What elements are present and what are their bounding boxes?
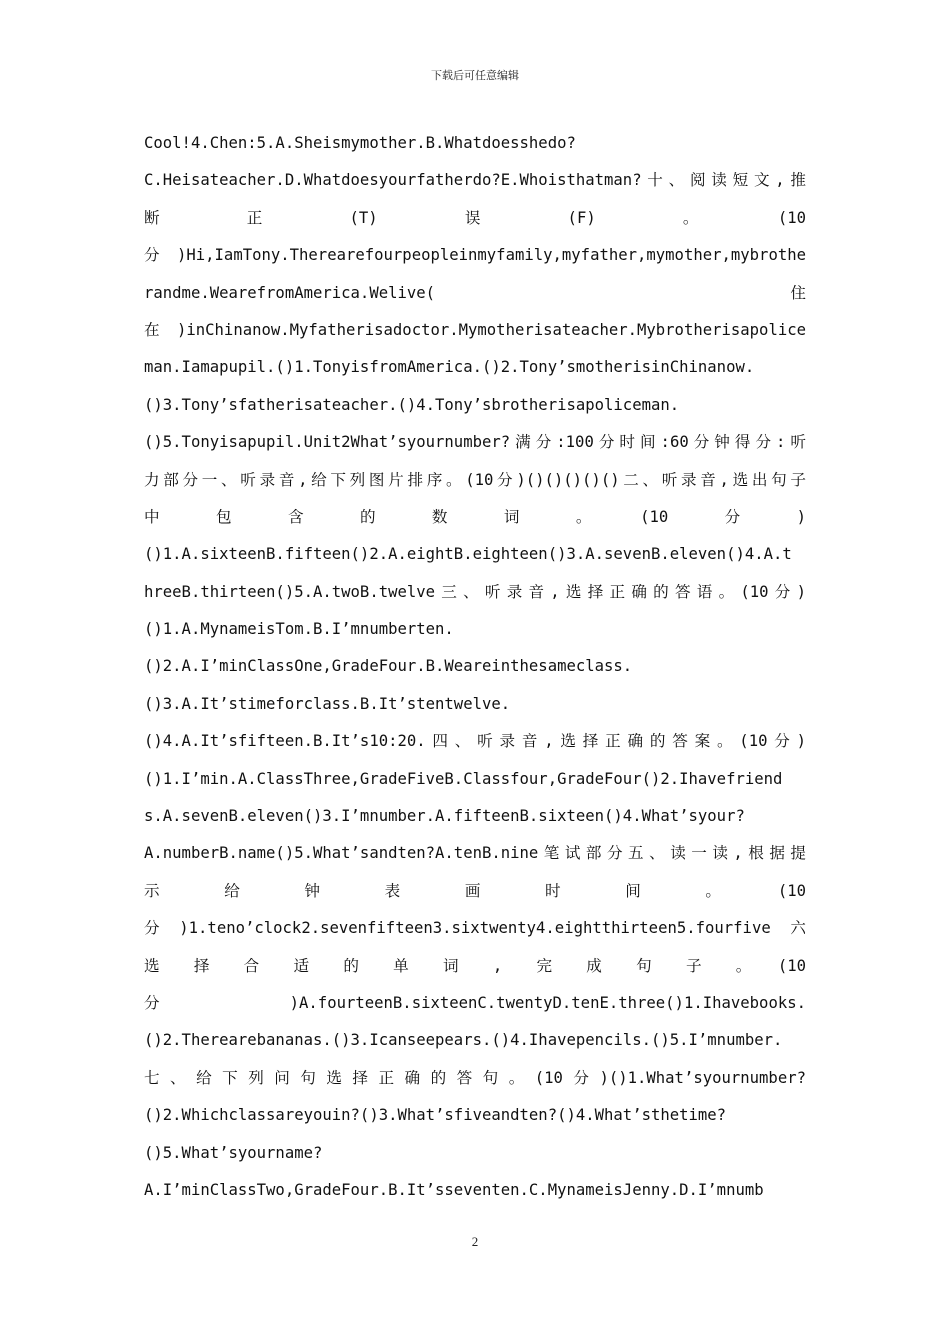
text-line: 中 包 含 的 数 词 。 (10 分 ) (144, 507, 806, 526)
text-line: ()4.A.It’sfifteen.B.It’s10:20.四、听录音,选择正确的答案。(10分) (144, 732, 806, 751)
text-line: ()1.A.sixteenB.fifteen()2.A.eightB.eighteen()3.A.sevenB.eleven()4.A.t (144, 545, 792, 564)
text-line: 断 正 (T) 误 (F) 。 (10 (144, 208, 806, 227)
text-line: 七、给下列问句选择正确的答句。(10分)()1.What’syournumber? (144, 1068, 806, 1087)
text-line: randme.WearefromAmerica.Welive( 住 (144, 283, 806, 302)
text-line: ()1.I’min.A.ClassThree,GradeFiveB.Classfour,GradeFour()2.Ihavefriend (144, 769, 783, 788)
text-line: ()2.Whichclassareyouin?()3.What’sfiveandten?()4.What’sthetime? (144, 1106, 727, 1125)
text-line: A.numberB.name()5.What’sandten?A.tenB.nine笔试部分五、读一读,根据提 (144, 844, 806, 863)
text-line: 分)Hi,IamTony.Therearefourpeopleinmyfamily,myfather,mymother,mybrothe (144, 246, 806, 265)
text-line: A.I’minClassTwo,GradeFour.B.It’sseventen.C.MynameisJenny.D.I’mnumb (144, 1180, 764, 1199)
text-line: C.Heisateacher.D.Whatdoesyourfatherdo?E.Whoisthatman?十、阅读短文,推 (144, 171, 806, 190)
text-line: ()3.Tony’sfatherisateacher.()4.Tony’sbrotherisapoliceman. (144, 395, 680, 414)
text-line: 力部分一、听录音,给下列图片排序。(10分)()()()()()二、听录音,选出句子 (144, 470, 806, 489)
text-line: man.Iamapupil.()1.TonyisfromAmerica.()2.Tony’smotherisinChinanow. (144, 358, 755, 377)
text-line: ()2.Therearebananas.()3.Icanseepears.()4.Ihavepencils.()5.I’mnumber. (144, 1031, 783, 1050)
page-number: 2 (471, 1234, 479, 1249)
page-header: 下载后可任意编辑 (431, 69, 519, 82)
text-line: ()2.A.I’minClassOne,GradeFour.B.Weareinthesameclass. (144, 657, 633, 676)
text-line: 选 择 合 适 的 单 词 , 完 成 句 子 。 (10 (144, 956, 806, 975)
text-line: Cool!4.Chen:5.A.Sheismymother.B.Whatdoesshedo? (144, 134, 576, 152)
text-line: hreeB.thirteen()5.A.twoB.twelve三、听录音,选择正确的答语。(10分) (144, 582, 806, 601)
text-line: 在)inChinanow.Myfatherisadoctor.Mymotherisateacher.Mybrotherisapolice (144, 320, 806, 339)
document-body (144, 125, 806, 1209)
text-line: s.A.sevenB.eleven()3.I’mnumber.A.fifteenB.sixteen()4.What’syour? (144, 807, 745, 826)
text-line: ()3.A.It’stimeforclass.B.It’stentwelve. (144, 694, 511, 713)
text-line: ()5.What’syourname? (144, 1143, 323, 1162)
text-line: 分 )A.fourteenB.sixteenC.twentyD.tenE.three()1.Ihavebooks. (144, 993, 806, 1012)
text-line: 分)1.teno’clock2.sevenfifteen3.sixtwenty4.eightthirteen5.fourfive六 (144, 919, 806, 938)
text-line: 示 给 钟 表 画 时 间 。 (10 (144, 881, 806, 900)
text-line: ()1.A.MynameisTom.B.I’mnumberten. (144, 620, 454, 639)
text-line: ()5.Tonyisapupil.Unit2What’syournumber?满分:100分时间:60分钟得分:听 (144, 433, 806, 452)
